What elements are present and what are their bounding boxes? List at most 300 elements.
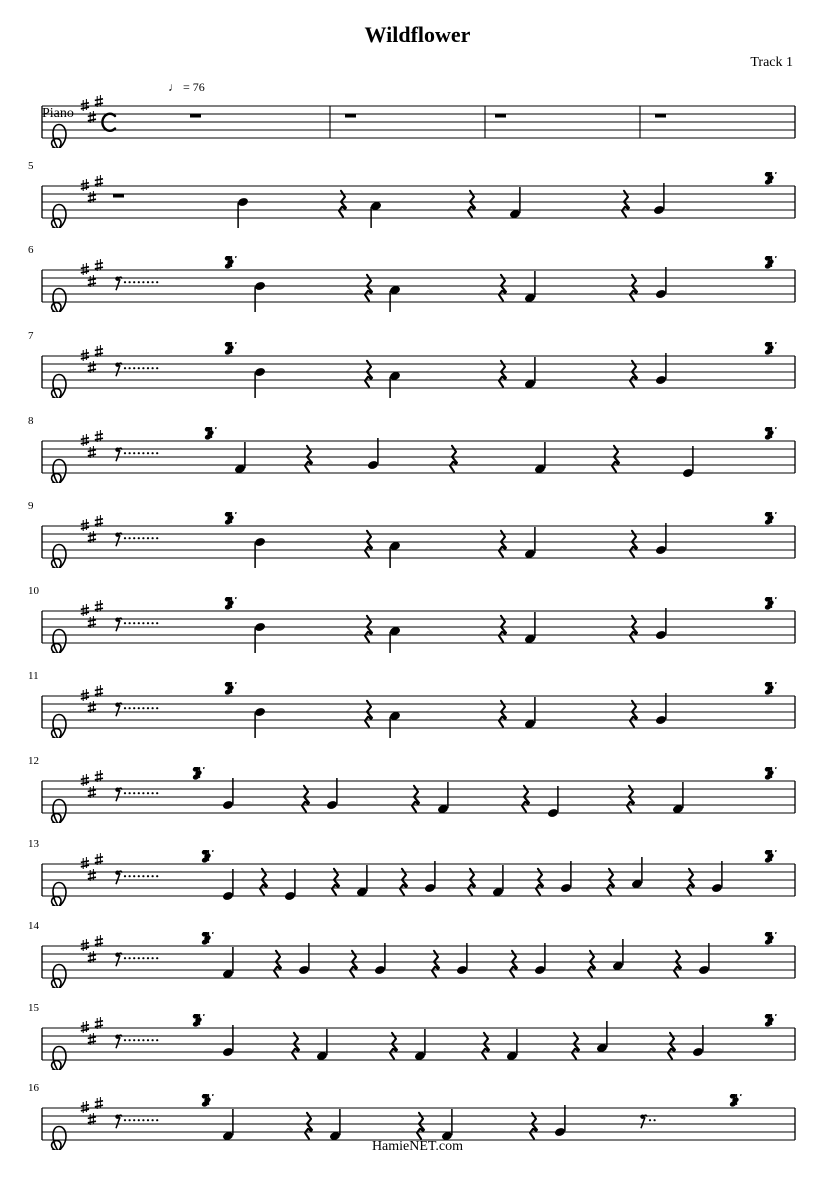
staff-system-6 xyxy=(0,244,835,308)
quarter-note xyxy=(692,1025,704,1057)
page-title: Wildflower xyxy=(364,22,471,47)
staff-system-11 xyxy=(0,670,835,734)
quarter-note xyxy=(524,527,536,559)
key-sharp-1 xyxy=(81,604,89,616)
quarter-note xyxy=(374,943,386,975)
rest-dot xyxy=(124,1119,126,1121)
rest-dot xyxy=(129,1039,131,1041)
rest-dot xyxy=(129,1119,131,1121)
measure-number: 11 xyxy=(28,670,39,682)
quarter-note xyxy=(612,939,624,971)
treble-clef xyxy=(51,460,66,484)
key-sharp-1 xyxy=(81,434,89,446)
whole-rest xyxy=(495,114,506,118)
quarter-rest xyxy=(627,786,634,812)
rest-dot xyxy=(129,281,131,283)
quarter-note xyxy=(653,183,665,215)
key-sharp-2 xyxy=(88,869,96,881)
rest-dot xyxy=(152,281,154,283)
rest-dot xyxy=(152,622,154,624)
quarter-note xyxy=(370,201,382,228)
measure-number: 14 xyxy=(28,920,39,932)
quarter-note xyxy=(711,861,723,893)
eighth-rest xyxy=(115,1115,158,1129)
rest-dot xyxy=(147,537,149,539)
key-sharp-3 xyxy=(95,770,103,782)
quarter-note xyxy=(254,281,266,312)
rest-dot xyxy=(133,707,135,709)
key-sharp-1 xyxy=(81,1101,89,1113)
rest-dot xyxy=(133,957,135,959)
rest-dot xyxy=(147,367,149,369)
rest-dot xyxy=(133,367,135,369)
staff-system-14 xyxy=(0,920,835,984)
rest-dot xyxy=(129,452,131,454)
quarter-note xyxy=(222,947,234,979)
quarter-note xyxy=(414,1029,426,1061)
rest-dot xyxy=(142,537,144,539)
eighth-rest xyxy=(115,448,158,462)
quarter-note xyxy=(492,865,504,897)
staff xyxy=(0,932,835,980)
key-sharp-1 xyxy=(81,99,89,111)
grace-note-chord xyxy=(764,767,777,780)
rest-dot xyxy=(152,1119,154,1121)
quarter-note xyxy=(524,271,536,303)
staff-system-13 xyxy=(0,838,835,902)
rest-dot xyxy=(138,707,140,709)
grace-note-chord xyxy=(224,342,237,355)
rest-dot xyxy=(138,537,140,539)
quarter-note xyxy=(222,778,234,810)
quarter-rest xyxy=(365,275,372,301)
key-sharp-2 xyxy=(88,951,96,963)
rest-dot xyxy=(133,537,135,539)
quarter-rest xyxy=(450,446,457,472)
quarter-rest xyxy=(630,361,637,387)
quarter-note xyxy=(284,869,296,901)
rest-dot xyxy=(156,622,158,624)
quarter-note xyxy=(524,697,536,729)
key-sharp-3 xyxy=(95,259,103,271)
rest-dot xyxy=(654,1119,656,1121)
rest-dot xyxy=(147,622,149,624)
key-sharp-1 xyxy=(81,857,89,869)
quarter-rest xyxy=(499,616,506,642)
quarter-rest xyxy=(274,951,281,977)
staff xyxy=(0,427,835,475)
key-sharp-3 xyxy=(95,95,103,107)
key-sharp-3 xyxy=(95,430,103,442)
key-sharp-3 xyxy=(95,600,103,612)
grace-note-chord xyxy=(764,512,777,525)
eighth-rest xyxy=(115,618,158,632)
rest-dot xyxy=(156,707,158,709)
key-sharp-2 xyxy=(88,111,96,123)
quarter-rest xyxy=(612,446,619,472)
rest-dot xyxy=(142,957,144,959)
whole-rest xyxy=(345,114,356,118)
rest-dot xyxy=(124,367,126,369)
treble-clef xyxy=(51,630,66,654)
rest-dot xyxy=(152,1039,154,1041)
staff xyxy=(0,767,835,815)
rest-dot xyxy=(129,537,131,539)
key-sharp-3 xyxy=(95,1017,103,1029)
rest-dot xyxy=(152,707,154,709)
quarter-note xyxy=(524,612,536,644)
rest-dot xyxy=(138,875,140,877)
rest-dot xyxy=(124,1039,126,1041)
key-sharp-2 xyxy=(88,616,96,628)
quarter-rest xyxy=(674,951,681,977)
quarter-note xyxy=(534,442,546,474)
quarter-rest xyxy=(432,951,439,977)
quarter-note xyxy=(222,1025,234,1057)
key-sharp-3 xyxy=(95,345,103,357)
quarter-note xyxy=(424,861,436,893)
rest-dot xyxy=(147,281,149,283)
rest-dot xyxy=(124,707,126,709)
rest-dot xyxy=(152,792,154,794)
grace-note-chord xyxy=(201,932,214,945)
track-label: Track 1 xyxy=(750,55,793,70)
quarter-rest xyxy=(668,1033,675,1059)
quarter-note xyxy=(234,442,246,474)
key-sharp-1 xyxy=(81,519,89,531)
quarter-rest xyxy=(622,191,629,217)
staff xyxy=(0,512,835,560)
quarter-rest xyxy=(332,869,339,895)
quarter-note xyxy=(316,1029,328,1061)
rest-dot xyxy=(142,452,144,454)
rest-dot xyxy=(138,957,140,959)
quarter-note xyxy=(222,1109,234,1141)
rest-dot xyxy=(124,537,126,539)
key-sharp-1 xyxy=(81,939,89,951)
quarter-rest xyxy=(417,1113,424,1139)
key-sharp-3 xyxy=(95,685,103,697)
key-sharp-2 xyxy=(88,275,96,287)
key-sharp-2 xyxy=(88,531,96,543)
quarter-note xyxy=(655,267,667,299)
quarter-note xyxy=(682,446,694,478)
rest-dot xyxy=(129,957,131,959)
rest-dot xyxy=(156,1039,158,1041)
eighth-rest xyxy=(115,871,158,885)
treble-clef xyxy=(51,125,66,149)
grace-note-chord xyxy=(764,427,777,440)
staff xyxy=(0,256,835,304)
rest-dot xyxy=(129,367,131,369)
quarter-note xyxy=(655,608,667,640)
measure-number: 6 xyxy=(28,244,34,256)
quarter-rest xyxy=(365,701,372,727)
eighth-rest xyxy=(115,363,158,377)
quarter-rest xyxy=(630,531,637,557)
quarter-note-icon: ♩ xyxy=(168,80,183,94)
rest-dot xyxy=(124,281,126,283)
staff xyxy=(0,342,835,390)
grace-note-chord xyxy=(224,512,237,525)
grace-note-chord xyxy=(764,1014,777,1027)
quarter-note xyxy=(254,707,266,738)
quarter-rest xyxy=(305,446,312,472)
rest-dot xyxy=(147,452,149,454)
key-sharp-1 xyxy=(81,263,89,275)
quarter-rest xyxy=(536,869,543,895)
staff-system-15 xyxy=(0,1002,835,1066)
rest-dot xyxy=(156,1119,158,1121)
rest-dot xyxy=(124,792,126,794)
quarter-rest xyxy=(350,951,357,977)
quarter-note xyxy=(329,1109,341,1141)
rest-dot xyxy=(142,367,144,369)
grace-note-chord xyxy=(764,172,777,185)
measure-number: 15 xyxy=(28,1002,39,1014)
rest-dot xyxy=(142,707,144,709)
rest-dot xyxy=(142,875,144,877)
quarter-rest xyxy=(302,786,309,812)
grace-note-chord xyxy=(729,1094,742,1107)
grace-note-chord xyxy=(204,427,217,440)
rest-dot xyxy=(152,367,154,369)
quarter-rest xyxy=(468,191,475,217)
grace-note-chord xyxy=(201,1094,214,1107)
grace-note-chord xyxy=(764,932,777,945)
rest-dot xyxy=(649,1119,651,1121)
quarter-rest xyxy=(499,361,506,387)
grace-note-chord xyxy=(764,342,777,355)
quarter-rest xyxy=(588,951,595,977)
rest-dot xyxy=(156,957,158,959)
rest-dot xyxy=(142,1119,144,1121)
quarter-rest xyxy=(400,869,407,895)
whole-rest xyxy=(655,114,666,118)
quarter-note xyxy=(254,622,266,653)
quarter-note xyxy=(547,786,559,818)
measure-number: 13 xyxy=(28,838,39,850)
quarter-note xyxy=(655,693,667,725)
quarter-rest xyxy=(630,701,637,727)
key-sharp-3 xyxy=(95,935,103,947)
rest-dot xyxy=(138,452,140,454)
rest-dot xyxy=(156,367,158,369)
treble-clef xyxy=(51,289,66,313)
treble-clef xyxy=(51,965,66,989)
quarter-rest xyxy=(339,191,346,217)
key-sharp-2 xyxy=(88,1113,96,1125)
grace-note-chord xyxy=(764,850,777,863)
rest-dot xyxy=(133,1119,135,1121)
key-sharp-1 xyxy=(81,349,89,361)
key-sharp-2 xyxy=(88,701,96,713)
rest-dot xyxy=(133,452,135,454)
key-sharp-2 xyxy=(88,361,96,373)
quarter-rest xyxy=(510,951,517,977)
grace-note-chord xyxy=(224,256,237,269)
rest-dot xyxy=(147,792,149,794)
key-sharp-2 xyxy=(88,786,96,798)
quarter-note xyxy=(367,438,379,470)
measure-number: 7 xyxy=(28,330,34,342)
footer-credit: HamieNET.com xyxy=(371,1139,464,1154)
quarter-note xyxy=(389,541,401,568)
quarter-note xyxy=(326,778,338,810)
measure-number: 5 xyxy=(28,160,34,172)
treble-clef xyxy=(51,1047,66,1071)
quarter-note xyxy=(441,1109,453,1141)
quarter-note xyxy=(672,782,684,814)
rest-dot xyxy=(147,1039,149,1041)
rest-dot xyxy=(138,281,140,283)
rest-dot xyxy=(147,707,149,709)
key-sharp-2 xyxy=(88,191,96,203)
quarter-rest xyxy=(390,1033,397,1059)
quarter-rest xyxy=(572,1033,579,1059)
rest-dot xyxy=(156,875,158,877)
treble-clef xyxy=(51,375,66,399)
quarter-note xyxy=(298,943,310,975)
quarter-note xyxy=(456,943,468,975)
measure-number: 16 xyxy=(28,1082,39,1094)
rest-dot xyxy=(133,792,135,794)
rest-dot xyxy=(156,281,158,283)
key-sharp-3 xyxy=(95,175,103,187)
quarter-note xyxy=(222,869,234,901)
rest-dot xyxy=(142,1039,144,1041)
quarter-note xyxy=(631,857,643,889)
quarter-note xyxy=(655,353,667,385)
rest-dot xyxy=(138,1119,140,1121)
quarter-rest xyxy=(522,786,529,812)
staff-system-5 xyxy=(0,160,835,224)
eighth-rest xyxy=(115,277,158,291)
grace-note-chord xyxy=(201,850,214,863)
rest-dot xyxy=(133,281,135,283)
staff-system-16 xyxy=(0,1082,835,1146)
quarter-rest xyxy=(607,869,614,895)
staff-system-1 xyxy=(0,80,835,144)
key-sharp-1 xyxy=(81,1021,89,1033)
staff xyxy=(0,92,835,140)
rest-dot xyxy=(124,875,126,877)
instrument-label: Piano xyxy=(42,106,74,121)
quarter-rest xyxy=(630,275,637,301)
rest-dot xyxy=(124,957,126,959)
rest-dot xyxy=(129,707,131,709)
quarter-rest xyxy=(499,531,506,557)
eighth-rest xyxy=(115,703,158,717)
rest-dot xyxy=(133,622,135,624)
eighth-rest xyxy=(115,1035,158,1049)
quarter-note xyxy=(437,782,449,814)
staff-system-12 xyxy=(0,755,835,819)
rest-dot xyxy=(129,875,131,877)
staff xyxy=(0,682,835,730)
rest-dot xyxy=(138,792,140,794)
quarter-rest xyxy=(412,786,419,812)
rest-dot xyxy=(147,875,149,877)
quarter-rest xyxy=(305,1113,312,1139)
key-sharp-3 xyxy=(95,853,103,865)
quarter-note xyxy=(389,371,401,398)
treble-clef xyxy=(51,1127,66,1151)
quarter-note xyxy=(534,943,546,975)
treble-clef xyxy=(51,205,66,229)
tempo-value: = 76 xyxy=(183,80,205,94)
rest-dot xyxy=(133,1039,135,1041)
rest-dot xyxy=(138,622,140,624)
quarter-note xyxy=(655,523,667,555)
key-sharp-2 xyxy=(88,1033,96,1045)
rest-dot xyxy=(124,622,126,624)
staff-system-9 xyxy=(0,500,835,564)
key-sharp-3 xyxy=(95,1097,103,1109)
quarter-note xyxy=(237,197,249,228)
rest-dot xyxy=(129,792,131,794)
quarter-rest xyxy=(687,869,694,895)
grace-note-chord xyxy=(764,597,777,610)
quarter-rest xyxy=(630,616,637,642)
rest-dot xyxy=(142,281,144,283)
rest-dot xyxy=(147,1119,149,1121)
quarter-rest xyxy=(482,1033,489,1059)
quarter-note xyxy=(524,357,536,389)
measure-number: 12 xyxy=(28,755,39,767)
whole-rest xyxy=(113,194,124,198)
quarter-rest xyxy=(260,869,267,895)
quarter-rest xyxy=(292,1033,299,1059)
quarter-rest xyxy=(499,701,506,727)
eighth-rest xyxy=(115,788,158,802)
treble-clef xyxy=(51,715,66,739)
grace-note-chord xyxy=(764,682,777,695)
quarter-note xyxy=(254,537,266,568)
rest-dot xyxy=(129,622,131,624)
quarter-rest xyxy=(365,616,372,642)
quarter-rest xyxy=(468,869,475,895)
treble-clef xyxy=(51,545,66,569)
key-sharp-3 xyxy=(95,515,103,527)
quarter-rest xyxy=(365,531,372,557)
treble-clef xyxy=(51,800,66,824)
rest-dot xyxy=(142,792,144,794)
grace-note-chord xyxy=(192,767,205,780)
staff-system-10 xyxy=(0,585,835,649)
grace-note-chord xyxy=(192,1014,205,1027)
quarter-rest xyxy=(365,361,372,387)
quarter-note xyxy=(698,943,710,975)
rest-dot xyxy=(138,367,140,369)
rest-dot xyxy=(152,452,154,454)
quarter-note xyxy=(596,1021,608,1053)
quarter-note xyxy=(254,367,266,398)
grace-note-chord xyxy=(224,682,237,695)
rest-dot xyxy=(124,452,126,454)
key-sharp-2 xyxy=(88,446,96,458)
staff xyxy=(0,850,835,898)
quarter-note xyxy=(506,1029,518,1061)
quarter-note xyxy=(509,187,521,219)
grace-note-chord xyxy=(224,597,237,610)
staff xyxy=(0,172,835,220)
key-sharp-1 xyxy=(81,774,89,786)
staff xyxy=(0,1014,835,1062)
key-sharp-1 xyxy=(81,179,89,191)
staff-system-7 xyxy=(0,330,835,394)
rest-dot xyxy=(133,875,135,877)
